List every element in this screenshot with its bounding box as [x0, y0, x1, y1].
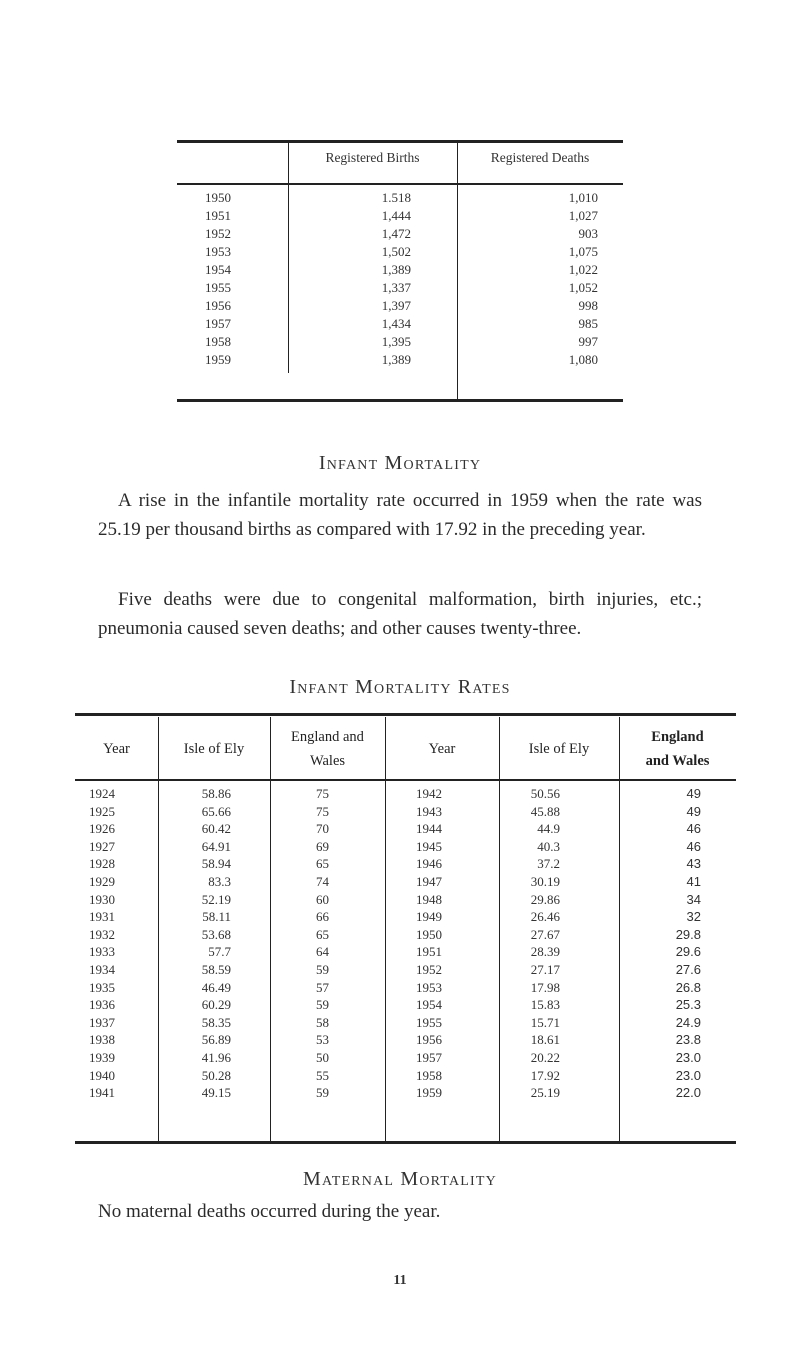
isle-of-ely-cell: 60.29	[201, 997, 231, 1013]
births-cell: 1,502	[381, 244, 411, 259]
year-cell: 1929	[89, 873, 115, 889]
england-wales-cell: 64	[316, 944, 329, 960]
year-cell: 1958	[205, 334, 231, 349]
year-cell: 1940	[89, 1067, 115, 1083]
year-cell-2: 1942	[416, 786, 442, 801]
england-wales-cell-2: 23.0	[675, 1067, 701, 1083]
england-wales-cell: 65	[316, 926, 329, 942]
table-row	[177, 244, 623, 262]
year-cell-2: 1951	[416, 944, 442, 960]
england-wales-cell: 75	[316, 803, 329, 819]
table-top-rule	[75, 713, 736, 716]
births-cell: 1,472	[381, 226, 411, 241]
births-cell: 1,434	[381, 316, 411, 331]
isle-of-ely-cell: 58.35	[201, 1014, 231, 1030]
births-cell: 1,395	[381, 334, 411, 349]
england-wales-cell: 59	[316, 961, 329, 977]
isle-of-ely-cell: 50.28	[201, 1067, 231, 1083]
births-cell: 1,444	[381, 208, 411, 223]
table-row	[75, 856, 736, 874]
year-cell-2: 1943	[416, 803, 442, 819]
year-cell-2: 1945	[416, 838, 442, 854]
england-wales-cell-2: 43	[686, 856, 701, 872]
year-cell: 1959	[205, 352, 231, 367]
table-row	[75, 874, 736, 892]
table-row	[75, 804, 736, 822]
deaths-cell: 985	[578, 316, 598, 331]
isle-of-ely-header-2: Isle of Ely	[528, 741, 590, 757]
isle-of-ely-cell-2: 26.46	[530, 909, 560, 925]
year-cell: 1939	[89, 1049, 115, 1065]
year-cell: 1957	[205, 316, 231, 331]
table-row	[75, 892, 736, 910]
england-wales-cell: 65	[316, 856, 329, 872]
england-wales-cell: 60	[316, 891, 329, 907]
england-wales-cell: 59	[316, 1085, 329, 1101]
isle-of-ely-cell: 58.86	[201, 786, 231, 801]
england-wales-cell-2: 32	[686, 909, 701, 925]
isle-of-ely-cell: 46.49	[201, 979, 231, 995]
england-wales-cell-2: 25.3	[675, 997, 701, 1013]
year-cell-2: 1959	[416, 1085, 442, 1101]
header-rule	[75, 779, 736, 781]
isle-of-ely-cell-2: 40.3	[537, 838, 560, 854]
england-wales-cell-2: 29.8	[675, 926, 701, 942]
table-row	[75, 1085, 736, 1103]
isle-of-ely-cell: 58.11	[202, 909, 231, 925]
page-number: 11	[393, 1273, 407, 1288]
isle-of-ely-cell: 64.91	[201, 838, 231, 854]
isle-of-ely-cell-2: 15.83	[530, 997, 560, 1013]
year-cell: 1930	[89, 891, 115, 907]
year-cell: 1927	[89, 838, 115, 854]
year-cell: 1932	[89, 926, 115, 942]
infant-mortality-heading: Infant Mortality	[318, 452, 482, 474]
table-row	[75, 980, 736, 998]
isle-of-ely-cell-2: 50.56	[530, 786, 560, 801]
year-cell: 1941	[89, 1085, 115, 1101]
table-row	[75, 962, 736, 980]
england-wales-cell-2: 49	[686, 786, 701, 801]
deaths-cell: 1,010	[568, 190, 598, 205]
isle-of-ely-cell: 52.19	[201, 891, 231, 907]
england-wales-cell: 70	[316, 821, 329, 837]
year-cell: 1931	[89, 909, 115, 925]
deaths-cell: 998	[578, 298, 598, 313]
england-wales-cell-2: 26.8	[675, 979, 701, 995]
table-row	[75, 1015, 736, 1033]
year-cell-2: 1958	[416, 1067, 442, 1083]
births-cell: 1,389	[381, 352, 411, 367]
year-cell: 1950	[205, 190, 231, 205]
table-row	[177, 208, 623, 226]
table-row	[177, 352, 623, 370]
isle-of-ely-header: Isle of Ely	[183, 741, 245, 757]
isle-of-ely-cell: 56.89	[201, 1032, 231, 1048]
table-row	[75, 944, 736, 962]
year-cell-2: 1956	[416, 1032, 442, 1048]
isle-of-ely-cell-2: 27.17	[530, 961, 560, 977]
year-cell-2: 1957	[416, 1049, 442, 1065]
isle-of-ely-cell-2: 29.86	[530, 891, 560, 907]
isle-of-ely-cell: 53.68	[201, 926, 231, 942]
year-cell: 1924	[89, 786, 115, 801]
year-cell-2: 1955	[416, 1014, 442, 1030]
year-cell: 1951	[205, 208, 231, 223]
isle-of-ely-cell: 49.15	[201, 1085, 231, 1101]
year-cell: 1933	[89, 944, 115, 960]
england-wales-header: England and Wales	[291, 729, 364, 769]
england-wales-cell-2: 27.6	[675, 961, 701, 977]
deaths-cell: 1,027	[568, 208, 598, 223]
infant-mortality-paragraph-2: Five deaths were due to congenital malformation, birth injuries, etc.; pneumonia caused seven deaths; and other causes twenty-three.	[98, 589, 702, 639]
isle-of-ely-cell-2: 27.67	[530, 926, 560, 942]
england-wales-cell: 75	[316, 786, 329, 801]
isle-of-ely-cell-2: 17.98	[530, 979, 560, 995]
england-wales-cell: 59	[316, 997, 329, 1013]
isle-of-ely-cell-2: 30.19	[530, 873, 560, 889]
births-cell: 1.518	[381, 190, 411, 205]
isle-of-ely-cell: 58.94	[201, 856, 231, 872]
isle-of-ely-cell-2: 44.9	[537, 821, 560, 837]
year-cell-2: 1949	[416, 909, 442, 925]
infant-mortality-paragraph-1: A rise in the infantile mortality rate occurred in 1959 when the rate was 25.19 per thousand births as compared with 17.92 in the preceding year.	[98, 490, 702, 540]
year-cell-2: 1944	[416, 821, 442, 837]
year-cell: 1954	[205, 262, 231, 277]
england-wales-cell: 58	[316, 1014, 329, 1030]
year-cell: 1953	[205, 244, 231, 259]
deaths-header: Registered Deaths	[490, 150, 590, 165]
year-cell: 1938	[89, 1032, 115, 1048]
table-row	[177, 262, 623, 280]
table-row	[177, 334, 623, 352]
year-cell: 1956	[205, 298, 231, 313]
england-wales-cell: 55	[316, 1067, 329, 1083]
england-wales-cell-2: 29.6	[675, 944, 701, 960]
england-wales-cell-2: 23.8	[675, 1032, 701, 1048]
england-wales-cell: 50	[316, 1049, 329, 1065]
deaths-cell: 1,080	[568, 352, 598, 367]
table-row	[177, 226, 623, 244]
england-wales-cell-2: 46	[686, 838, 701, 854]
isle-of-ely-cell: 83.3	[208, 873, 231, 889]
table-row	[75, 1050, 736, 1068]
isle-of-ely-cell-2: 25.19	[530, 1085, 560, 1101]
births-header: Registered Births	[325, 150, 420, 165]
isle-of-ely-cell-2: 17.92	[530, 1067, 560, 1083]
england-wales-cell: 66	[316, 909, 329, 925]
year-cell: 1937	[89, 1014, 115, 1030]
england-wales-cell-2: 34	[686, 891, 701, 907]
table-row	[177, 316, 623, 334]
year-cell-2: 1952	[416, 961, 442, 977]
england-wales-cell-2: 23.0	[675, 1049, 701, 1065]
isle-of-ely-cell: 58.59	[201, 961, 231, 977]
isle-of-ely-cell: 65.66	[201, 803, 231, 819]
year-cell: 1928	[89, 856, 115, 872]
deaths-cell: 1,052	[568, 280, 598, 295]
year-cell: 1934	[89, 961, 115, 977]
table-row	[75, 997, 736, 1015]
deaths-cell: 903	[578, 226, 598, 241]
england-wales-header-2: England and Wales	[645, 729, 710, 769]
header-rule	[177, 183, 623, 185]
year-cell: 1925	[89, 803, 115, 819]
england-wales-cell: 57	[316, 979, 329, 995]
england-wales-cell-2: 46	[686, 821, 701, 837]
table-bottom-rule	[75, 1141, 736, 1144]
maternal-mortality-text: No maternal deaths occurred during the year.	[98, 1201, 441, 1222]
england-wales-cell-2: 49	[686, 803, 701, 819]
england-wales-cell-2: 24.9	[675, 1014, 701, 1030]
births-cell: 1,337	[381, 280, 411, 295]
deaths-cell: 997	[578, 334, 598, 349]
rates-rows	[75, 786, 736, 1103]
isle-of-ely-cell-2: 37.2	[537, 856, 560, 872]
table-row	[75, 821, 736, 839]
year-header: Year	[103, 741, 130, 757]
table-row	[75, 909, 736, 927]
year-cell-2: 1950	[416, 926, 442, 942]
table-row	[75, 786, 736, 804]
maternal-mortality-heading: Maternal Mortality	[303, 1168, 497, 1190]
year-cell-2: 1947	[416, 873, 442, 889]
england-wales-cell: 69	[316, 838, 329, 854]
year-cell-2: 1948	[416, 891, 442, 907]
year-cell-2: 1953	[416, 979, 442, 995]
england-wales-cell: 53	[316, 1032, 329, 1048]
table-row	[177, 190, 623, 208]
births-deaths-rows	[177, 190, 623, 370]
isle-of-ely-cell: 41.96	[201, 1049, 231, 1065]
year-header-2: Year	[428, 741, 456, 757]
births-cell: 1,397	[381, 298, 411, 313]
isle-of-ely-cell: 57.7	[208, 944, 231, 960]
isle-of-ely-cell-2: 20.22	[530, 1049, 560, 1065]
year-cell: 1936	[89, 997, 115, 1013]
table-top-rule	[177, 140, 623, 143]
table-row	[75, 1032, 736, 1050]
isle-of-ely-cell-2: 45.88	[530, 803, 560, 819]
year-cell: 1952	[205, 226, 231, 241]
deaths-cell: 1,022	[568, 262, 598, 277]
year-cell-2: 1954	[416, 997, 442, 1013]
table-row	[75, 927, 736, 945]
england-wales-cell: 74	[316, 873, 329, 889]
table-row	[177, 298, 623, 316]
england-wales-cell-2: 22.0	[675, 1085, 701, 1101]
isle-of-ely-cell-2: 18.61	[530, 1032, 560, 1048]
deaths-cell: 1,075	[568, 244, 598, 259]
table-row	[75, 1068, 736, 1086]
births-cell: 1,389	[381, 262, 411, 277]
isle-of-ely-cell-2: 28.39	[530, 944, 560, 960]
year-cell: 1926	[89, 821, 115, 837]
table-row	[177, 280, 623, 298]
isle-of-ely-cell-2: 15.71	[530, 1014, 560, 1030]
isle-of-ely-cell: 60.42	[201, 821, 231, 837]
table-row	[75, 839, 736, 857]
england-wales-cell-2: 41	[686, 873, 701, 889]
table-bottom-rule	[177, 399, 623, 402]
year-cell: 1935	[89, 979, 115, 995]
year-cell-2: 1946	[416, 856, 442, 872]
year-cell: 1955	[205, 280, 231, 295]
rates-table-heading: Infant Mortality Rates	[289, 676, 511, 698]
